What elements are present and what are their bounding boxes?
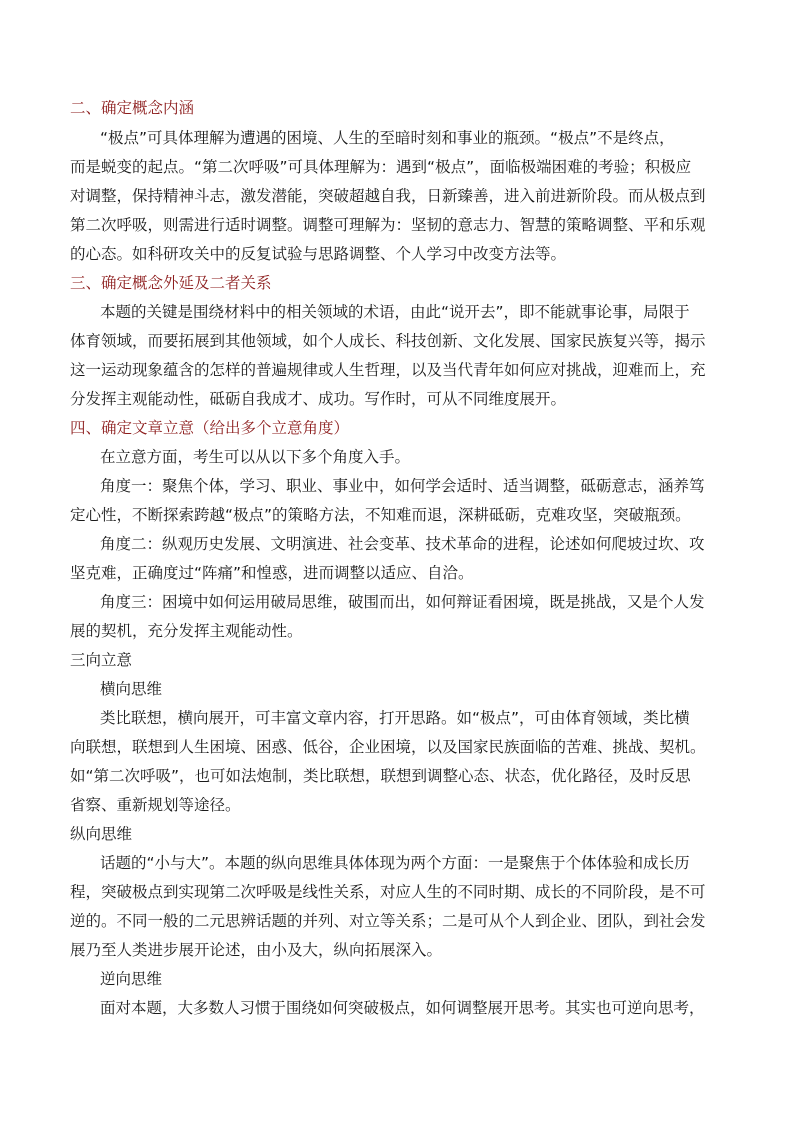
paragraph-line: 而是蜕变的起点。“第二次呼吸”可具体理解为：遇到“极点”，面临极端困难的考验；积极应 <box>70 158 692 176</box>
subheading-reverse-thinking: 逆向思维 <box>100 970 163 988</box>
paragraph-line: 角度二：纵观历史发展、文明演进、社会变革、技术革命的进程，论述如何爬坡过坎、攻 <box>100 535 705 553</box>
paragraph-line: 坚克难，正确度过“阵痛”和惶惑，进而调整以适应、自洽。 <box>70 564 474 582</box>
paragraph-line: 这一运动现象蕴含的怎样的普遍规律或人生哲理，以及当代青年如何应对挑战，迎难而上，充 <box>70 361 706 379</box>
subheading-three-direction: 三向立意 <box>70 651 133 669</box>
paragraph-line: 对调整，保持精神斗志，激发潜能，突破超越自我，日新臻善，进入前进新阶段。而从极点到 <box>70 187 706 205</box>
paragraph-line: 话题的“小与大”。本题的纵向思维具体体现为两个方面：一是聚焦于个体体验和成长历 <box>100 854 690 872</box>
paragraph-line: 定心性，不断探索跨越“极点”的策略方法，不知难而退，深耕砥砺，克难攻坚，突破瓶颈。 <box>70 506 691 524</box>
subheading-horizontal-thinking: 横向思维 <box>100 680 163 698</box>
subheading-vertical-thinking: 纵向思维 <box>70 825 133 843</box>
paragraph-line: 类比联想，横向展开，可丰富文章内容，打开思路。如“极点”，可由体育领域，类比横 <box>100 709 690 727</box>
paragraph-line: 展乃至人类进步展开论述，由小及大，纵向拓展深入。 <box>70 941 443 959</box>
paragraph-line: 在立意方面，考生可以从以下多个角度入手。 <box>100 448 411 466</box>
paragraph-line: 第二次呼吸，则需进行适时调整。调整可理解为：坚韧的意志力、智慧的策略调整、平和乐观 <box>70 216 706 234</box>
paragraph-line: 分发挥主观能动性，砥砺自我成才、成功。写作时，可从不同维度展开。 <box>70 390 567 408</box>
paragraph-line: 体育领域，而要拓展到其他领域，如个人成长、科技创新、文化发展、国家民族复兴等，揭示 <box>70 332 706 350</box>
paragraph-line: 逆的。不同一般的二元思辨话题的并列、对立等关系；二是可从个人到企业、团队，到社会发 <box>70 912 706 930</box>
paragraph-line: “极点”可具体理解为遭遇的困境、人生的至暗时刻和事业的瓶颈。“极点”不是终点， <box>100 129 675 147</box>
paragraph-line: 本题的关键是围绕材料中的相关领域的术语，由此“说开去”，即不能就事论事，局限于 <box>100 303 690 321</box>
paragraph-line: 角度一：聚焦个体，学习、职业、事业中，如何学会适时、适当调整，砥砺意志，涵养笃 <box>100 477 705 495</box>
section-heading-concept-extension: 三、确定概念外延及二者关系 <box>70 274 272 292</box>
paragraph-line: 如“第二次呼吸”，也可如法炮制，类比联想，联想到调整心态、状态，优化路径，及时反思 <box>70 767 691 785</box>
paragraph-line: 角度三：困境中如何运用破局思维，破围而出，如何辩证看困境，既是挑战，又是个人发 <box>100 593 705 611</box>
paragraph-line: 的心态。如科研攻关中的反复试验与思路调整、个人学习中改变方法等。 <box>70 245 567 263</box>
paragraph-line: 省察、重新规划等途径。 <box>70 796 241 814</box>
paragraph-line: 向联想，联想到人生困境、困惑、低谷，企业困境，以及国家民族面临的苦难、挑战、契机。 <box>70 738 706 756</box>
paragraph-line: 程，突破极点到实现第二次呼吸是线性关系，对应人生的不同时期、成长的不同阶段，是不可 <box>70 883 706 901</box>
paragraph-line: 面对本题，大多数人习惯于围绕如何突破极点，如何调整展开思考。其实也可逆向思考， <box>100 999 705 1017</box>
paragraph-line: 展的契机，充分发挥主观能动性。 <box>70 622 303 640</box>
section-heading-concept-connotation: 二、确定概念内涵 <box>70 99 195 117</box>
section-heading-essay-theme: 四、确定文章立意（给出多个立意角度） <box>70 419 350 437</box>
